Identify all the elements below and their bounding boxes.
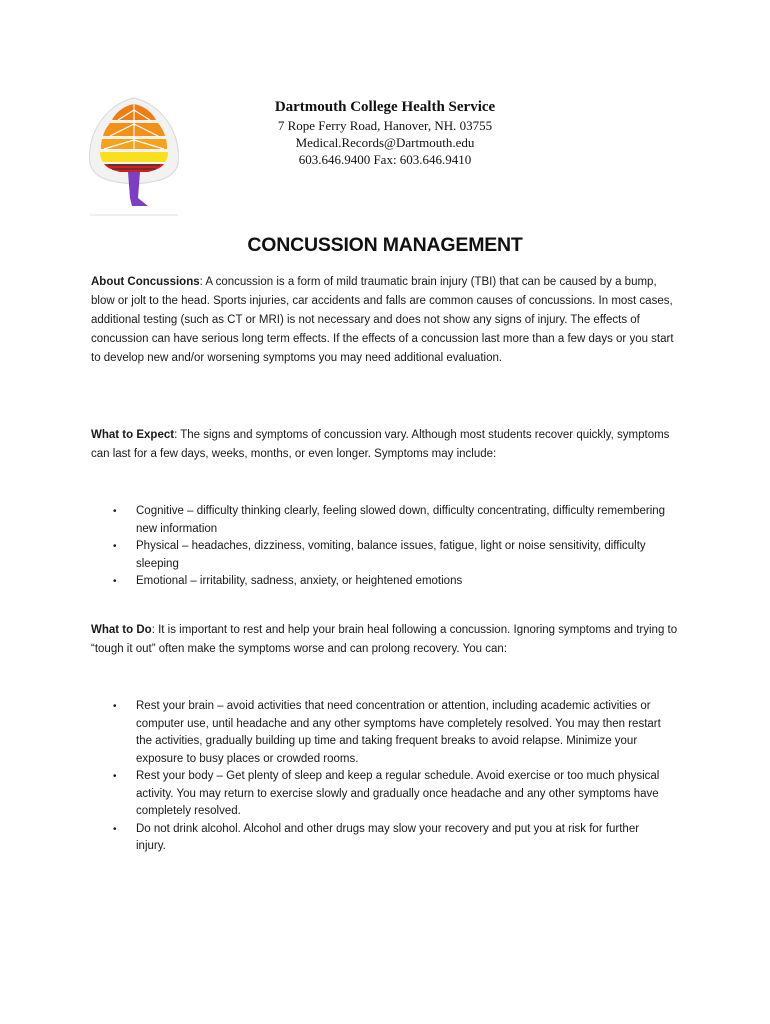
list-item (91, 538, 671, 573)
letterhead (222, 97, 548, 168)
list-item (91, 573, 671, 591)
about-concussions-label: About Concussions (91, 276, 200, 288)
bullet-icon: • (113, 771, 117, 782)
step-rest-brain: Rest your brain – avoid activities that need concentration or attention, including academic activities or computer use, until headache and any other symptoms have completely resolved. You may then restart the activities, gradually building up time and taking frequent breaks to avoid relapse. Minimize your exposure to busy places or crowded rooms. (136, 700, 661, 765)
organization-email: Medical.Records@Dartmouth.edu (295, 135, 475, 150)
step-no-alcohol: Do not drink alcohol. Alcohol and other drugs may slow your recovery and put you at risk for further injury. (136, 822, 640, 852)
document-title: CONCUSSION MANAGEMENT (247, 234, 523, 256)
list-item (91, 698, 671, 768)
organization-name: Dartmouth College Health Service (274, 99, 496, 115)
about-concussions-text: : A concussion is a form of mild traumatic brain injury (TBI) that can be caused by a bump, blow or jolt to the head. Sports injuries, car accidents and falls are common causes of concussions. In most cases, additional testing (such as CT or MRI) is not necessary and does not show any signs of injury. The effects of concussion can have serious long term effects. If the effects of a concussion last more than a few days or you start to develop new and/or worsening symptoms you may need additional evaluation. (91, 276, 674, 364)
list-item (91, 768, 671, 821)
what-to-expect-text: : The signs and symptoms of concussion vary. Although most students recover quickly, symptoms can last for a few days, weeks, months, or even longer. Symptoms may include: (91, 429, 670, 460)
health-service-tree-logo (88, 94, 180, 216)
bullet-icon: • (113, 541, 117, 552)
about-concussions-paragraph (91, 273, 683, 368)
step-rest-body: Rest your body – Get plenty of sleep and keep a regular schedule. Avoid exercise or too much physical activity. You may return to exercise slowly and gradually once headache and any other symptoms have completely resolved. (136, 770, 660, 817)
bullet-icon: • (113, 506, 117, 517)
recovery-steps-list (91, 698, 671, 856)
what-to-expect-label: What to Expect (91, 429, 175, 441)
what-to-do-paragraph (91, 621, 683, 659)
symptom-physical: Physical – headaches, dizziness, vomiting, balance issues, fatigue, light or noise sensitivity, difficulty sleeping (136, 540, 646, 570)
list-item (91, 821, 671, 856)
organization-address: 7 Rope Ferry Road, Hanover, NH. 03755 (277, 118, 493, 133)
symptom-cognitive: Cognitive – difficulty thinking clearly, feeling slowed down, difficulty concentrating, difficulty remembering new information (136, 505, 666, 535)
what-to-do-text: : It is important to rest and help your brain heal following a concussion. Ignoring symptoms and trying to “tough it out” often make the symptoms worse and can prolong recovery. You can: (91, 624, 678, 655)
what-to-do-label: What to Do (91, 624, 152, 636)
bullet-icon: • (113, 576, 117, 587)
what-to-expect-paragraph (91, 426, 683, 464)
bullet-icon: • (113, 701, 117, 712)
symptoms-list (91, 503, 671, 591)
tree-logo-icon (88, 94, 180, 216)
bullet-icon: • (113, 823, 117, 835)
list-item (91, 503, 671, 538)
organization-phone-fax: 603.646.9400 Fax: 603.646.9410 (298, 152, 472, 167)
symptom-emotional: Emotional – irritability, sadness, anxiety, or heightened emotions (136, 575, 463, 587)
